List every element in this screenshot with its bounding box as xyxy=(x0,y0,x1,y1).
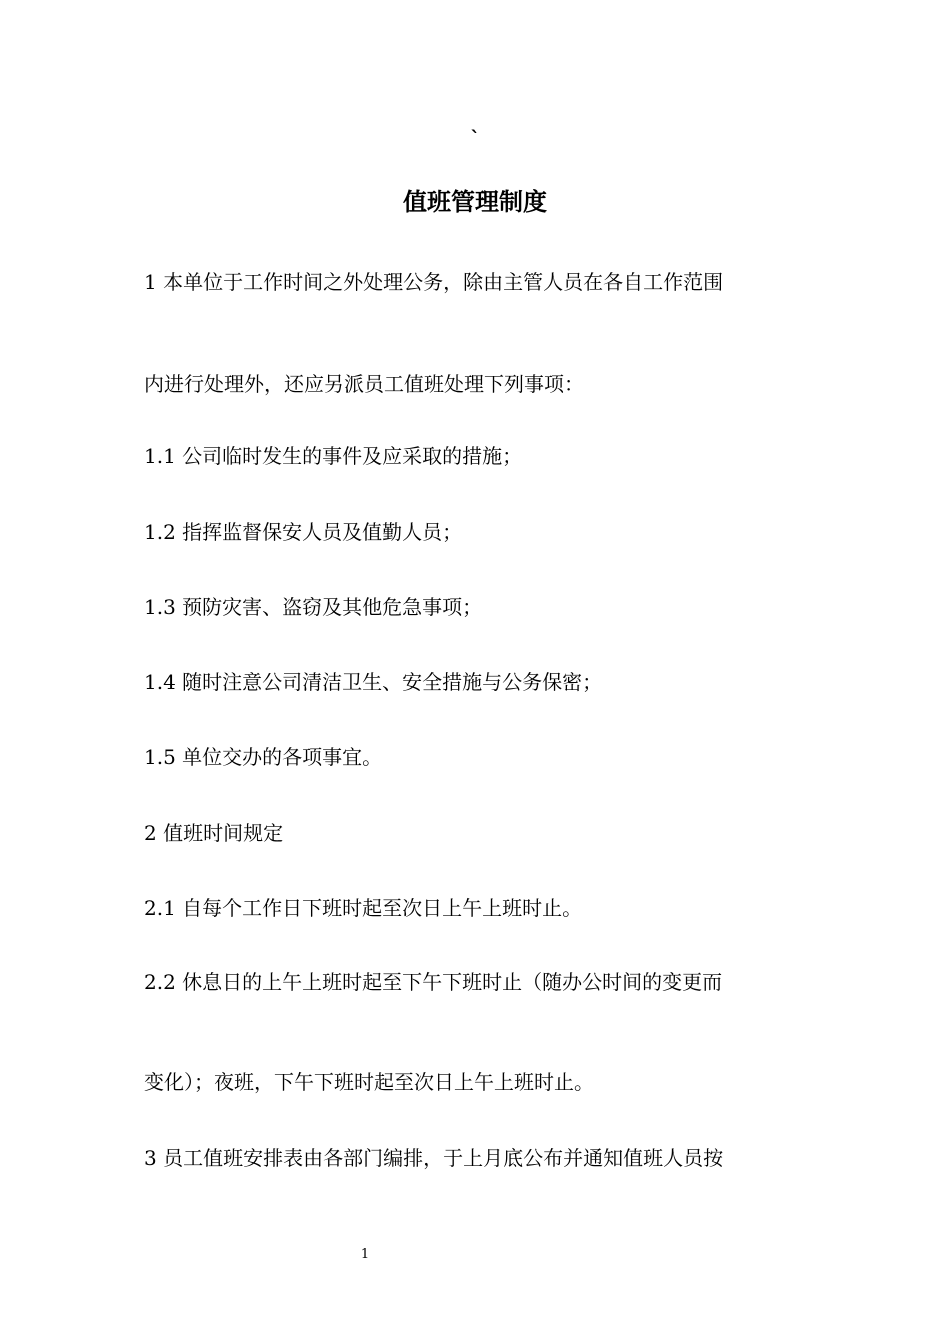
document-title: 值班管理制度 xyxy=(403,188,547,216)
paragraph-line: 3 员工值班安排表由各部门编排，于上月底公布并通知值班人员按 xyxy=(144,1146,724,1170)
paragraph-line: 2 值班时间规定 xyxy=(144,821,284,845)
paragraph-line: 1.4 随时注意公司清洁卫生、安全措施与公务保密； xyxy=(144,670,603,694)
paragraph-line: 内进行处理外，还应另派员工值班处理下列事项： xyxy=(144,372,584,396)
paragraph-line: 2.1 自每个工作日下班时起至次日上午上班时止。 xyxy=(144,896,583,920)
page-number: 1 xyxy=(360,1247,370,1262)
paragraph-line: 1.5 单位交办的各项事宜。 xyxy=(144,745,383,769)
paragraph-line: 1.2 指挥监督保安人员及值勤人员； xyxy=(144,520,463,544)
paragraph-line: 1.3 预防灾害、盗窃及其他危急事项； xyxy=(144,595,483,619)
paragraph-line: 1.1 公司临时发生的事件及应采取的措施； xyxy=(144,444,523,468)
paragraph-line: 1 本单位于工作时间之外处理公务，除由主管人员在各自工作范围 xyxy=(144,270,724,294)
header-mark: ` xyxy=(470,126,480,150)
paragraph-line: 2.2 休息日的上午上班时起至下午下班时止（随办公时间的变更而 xyxy=(144,970,723,994)
paragraph-line: 变化）；夜班，下午下班时起至次日上午上班时止。 xyxy=(144,1070,594,1094)
